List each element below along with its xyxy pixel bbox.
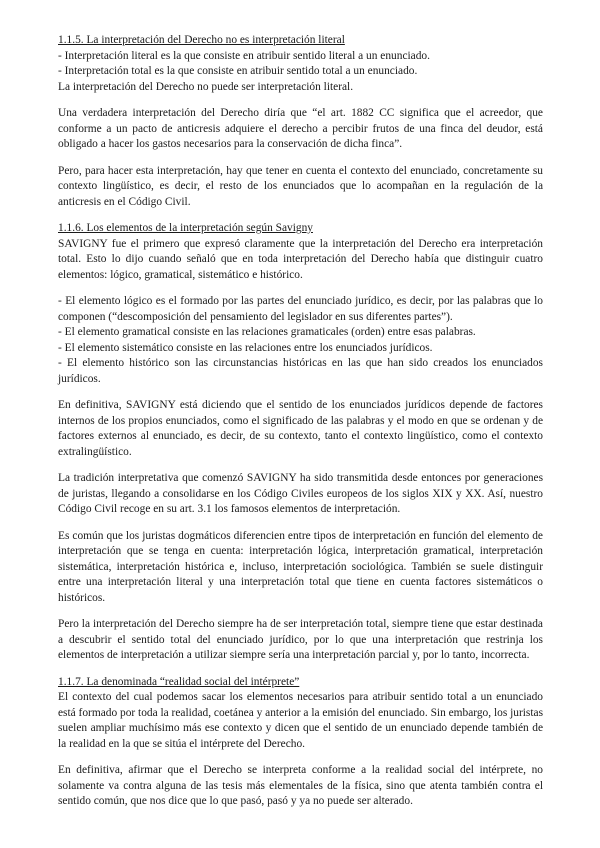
section-heading: 1.1.5. La interpretación del Derecho no es interpretación literal: [58, 34, 345, 46]
section-heading: 1.1.7. La denominada “realidad social del intérprete”: [58, 675, 300, 688]
list-item: La interpretación del Derecho no puede ser interpretación literal.: [58, 80, 354, 93]
paragraph: Una verdadera interpretación del Derecho diría que “el art. 1882 CC significa que el acreedor, que conforme a un pacto de anticresis adquiere el derecho a percibir frutos de una finca del deudor, está obligado a hacer los gastos necesarios para la conservación de dicha finca”.: [58, 107, 543, 150]
paragraph: El contexto del cual podemos sacar los elementos necesarios para atribuir sentido total a un enunciado está formado por toda la realidad, coetánea y anterior a la emisión del enunciado. Sin embargo, los juristas suelen ampliar muchísimo más ese contexto y dicen que el sentido de un enunciado depende también de la realidad en la que se sitúa el intérprete del Derecho.: [58, 691, 543, 750]
list-item: - Interpretación literal es la que consiste en atribuir sentido literal a un enunciado.: [58, 49, 430, 62]
paragraph: La tradición interpretativa que comenzó SAVIGNY ha sido transmitida desde entonces por generaciones de juristas, llegando a consolidarse en los Código Civiles europeos de los siglos XIX y XX. Así, nuestro Código Civil recoge en su art. 3.1 los famosos elementos de interpretación.: [58, 472, 543, 515]
section-1-1-5: [58, 33, 543, 210]
definition-list: [58, 49, 543, 96]
paragraph: Es común que los juristas dogmáticos diferencien entre tipos de interpretación en función del elemento de interpretación que se tenga en cuenta: interpretación lógica, interpretación gramatical, interpretación sistemática, interpretación histórica e, incluso, interpretación sociológica. También se suele distinguir entre una interpretación literal y una interpretación total que tiene en cuenta factores sistemáticos o históricos.: [58, 529, 543, 604]
list-item: - Interpretación total es la que consiste en atribuir sentido total a un enunciado.: [58, 65, 418, 77]
list-item: - El elemento sistemático consiste en las relaciones entre los enunciados jurídicos.: [58, 341, 433, 354]
list-item: - El elemento gramatical consiste en las relaciones gramaticales (orden) entre esas palabras.: [58, 326, 476, 338]
paragraph: Pero, para hacer esta interpretación, hay que tener en cuenta el contexto del enunciado, concretamente su contexto lingüístico, es decir, el resto de los enunciados que lo acompañan en la regulación de la anticresis en el Código Civil.: [58, 164, 543, 208]
paragraph: Pero la interpretación del Derecho siempre ha de ser interpretación total, siempre tiene que estar destinada a descubrir el sentido total del enunciado jurídico, por lo que una interpretación que restrinja los elementos de interpretación a utilizar siempre sería una interpretación parcial y, por lo tanto, incorrecta.: [58, 618, 543, 661]
section-heading: 1.1.6. Los elementos de la interpretación según Savigny: [58, 222, 313, 234]
paragraph: SAVIGNY fue el primero que expresó claramente que la interpretación del Derecho era interpretación total. Esto lo dijo cuando señaló que en toda interpretación del Derecho había que distinguir cuatro elementos: lógico, gramatical, sistemático e histórico.: [58, 237, 543, 281]
paragraph: En definitiva, afirmar que el Derecho se interpreta conforme a la realidad social del intérprete, no solamente va contra alguna de las tesis más elementales de la física, sino que atenta también contra el sentido común, que nos dice que lo que pasó, pasó y ya no puede ser alterado.: [58, 764, 543, 807]
list-item: - El elemento lógico es el formado por las partes del enunciado jurídico, es decir, por las palabras que lo componen (“descomposición del pensamiento del legislador en sus diferentes partes”).: [58, 295, 543, 323]
section-1-1-6: [58, 221, 543, 664]
section-1-1-7: [58, 675, 543, 810]
paragraph: En definitiva, SAVIGNY está diciendo que el sentido de los enunciados jurídicos depende de factores internos de los propios enunciados, como el significado de las palabras y el modo en que se ordenan y de factores externos al enunciado, es decir, de su contexto, tanto el contexto lingüístico, como el contexto extralingüístico.: [58, 399, 543, 458]
list-item: - El elemento histórico son las circunstancias históricas en las que han sido creados los enunciados jurídicos.: [58, 357, 543, 385]
elements-list: [58, 294, 543, 387]
